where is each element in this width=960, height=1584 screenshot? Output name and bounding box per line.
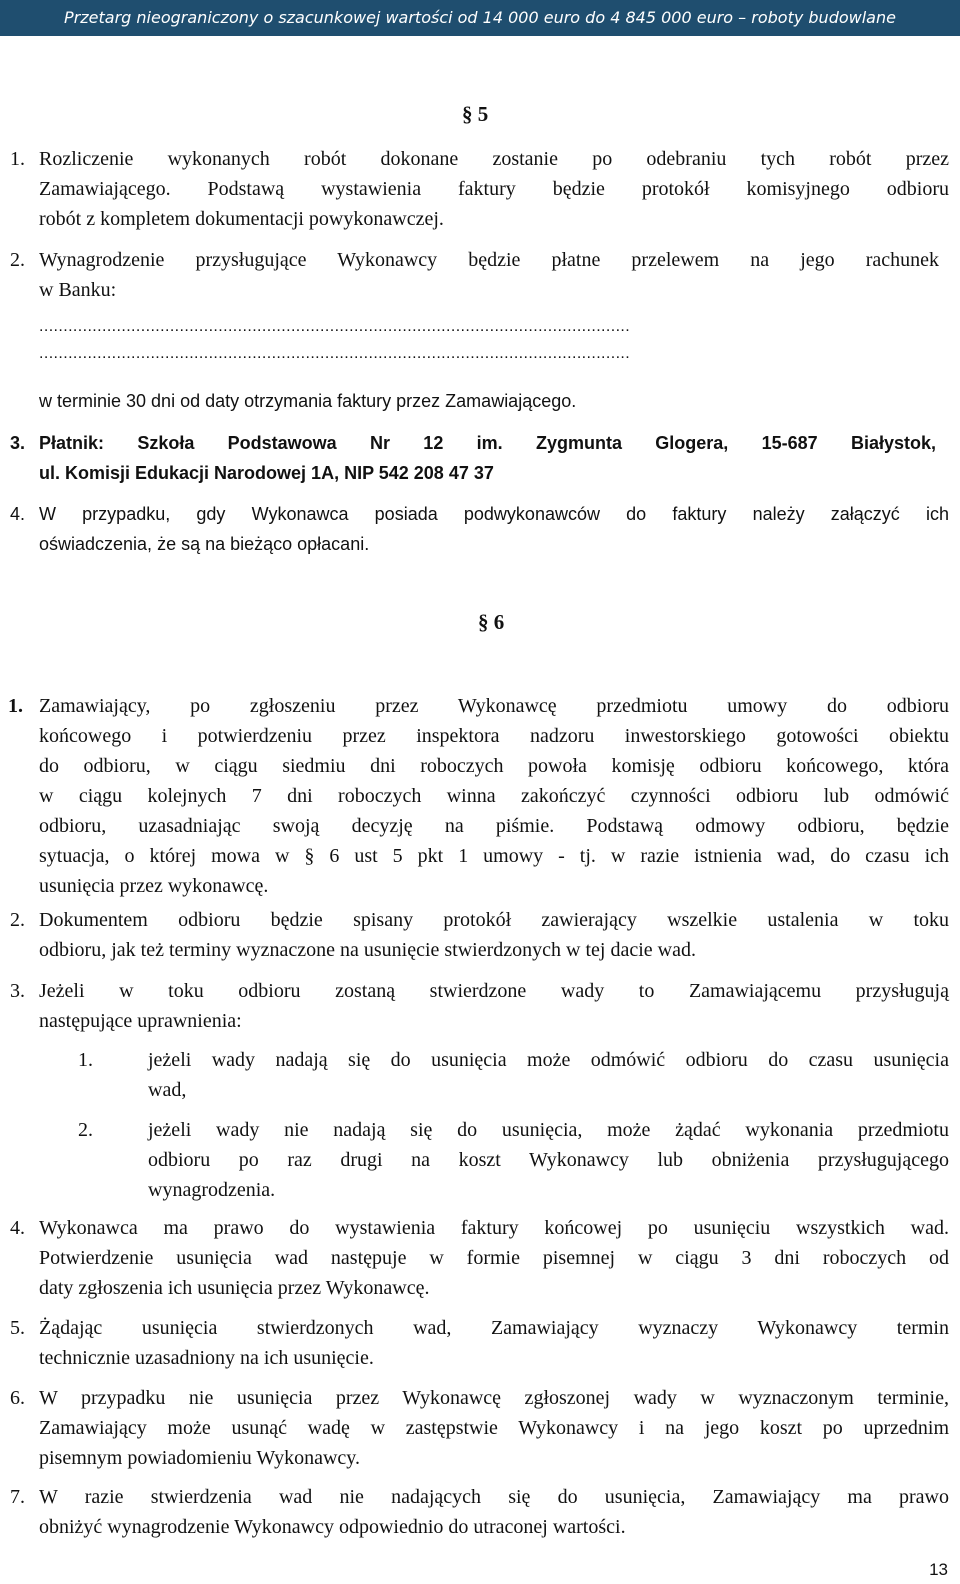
page-number: 13: [929, 1560, 948, 1579]
s6-item5-text: Żądając usunięcia stwierdzonych wad, Zamawiający wyznaczy Wykonawcy termin technicznie uzasadniony na ich usunięcie.: [39, 1317, 949, 1369]
payment-term: w terminie 30 dni od daty otrzymania faktury przez Zamawiającego.: [39, 391, 577, 411]
s6-item1-number: 1.: [8, 695, 23, 717]
s6-item3-text: Jeżeli w toku odbioru zostaną stwierdzone wady to Zamawiającemu przysługują następujące uprawnienia:: [39, 980, 949, 1032]
s6-item3-sub1-text: jeżeli wady nadają się do usunięcia może odmówić odbioru do czasu usunięcia wad,: [148, 1049, 949, 1101]
s6-item1-text: Zamawiający, po zgłoszeniu przez Wykonawcę przedmiotu umowy do odbioru końcowego i potwierdzeniu przez inspektora nadzoru inwestorskiego gotowości obiektu do odbioru, w ciągu siedmiu dni roboczych powoła komisję odbioru końcowego, która w ciągu kolejnych 7 dni roboczych winna zakończyć czynności odbioru lub odmówić odbioru, uzasadniając swoją decyzję na piśmie. Podstawą odmowy odbioru, będzie sytuacja, o której mowa w § 6 ust 5 pkt 1 umowy - tj. w razie istnienia wad, do czasu ich usunięcia przez wykonawcę.: [39, 695, 949, 897]
bank-account-dots-2: ..........................................................................................................................: [39, 345, 631, 362]
s5-p3-number: 3.: [10, 433, 26, 453]
document-header: Przetarg nieograniczony o szacunkowej wartości od 14 000 euro do 4 845 000 euro – roboty budowlane: [0, 0, 960, 36]
s6-item2-number: 2.: [10, 909, 25, 931]
s6-item4-text: Wykonawca ma prawo do wystawienia faktury końcowej po usunięciu wszystkich wad. Potwierdzenie usunięcia wad następuje w formie pisemnej w ciągu 3 dni roboczych od daty zgłoszenia ich usunięcia przez Wykonawcę.: [39, 1217, 949, 1299]
s5-p2-text: Wynagrodzenie przysługujące Wykonawcy będzie płatne przelewem na jego rachunek w Banku:: [39, 249, 939, 301]
s6-item3-number: 3.: [10, 980, 25, 1002]
s5-p1-text: Rozliczenie wykonanych robót dokonane zostanie po odebraniu tych robót przez Zamawiającego. Podstawą wystawienia faktury będzie protokół komisyjnego odbioru robót z kompletem dokumentacji powykonawczej.: [39, 148, 949, 230]
s5-p3-payer: Płatnik: Szkoła Podstawowa Nr 12 im. Zygmunta Glogera, 15-687 Białystok, ul. Komisji Edukacji Narodowej 1A, NIP 542 208 47 37: [39, 433, 936, 483]
section-6-heading: § 6: [478, 610, 505, 634]
s6-item3-sub2-number: 2.: [78, 1119, 93, 1141]
s6-item3-sub2-text: jeżeli wady nie nadają się do usunięcia, może żądać wykonania przedmiotu odbioru po raz drugi na koszt Wykonawcy lub obniżenia przysługującego wynagrodzenia.: [148, 1119, 949, 1201]
s6-item7-number: 7.: [10, 1486, 25, 1508]
s6-item2-text: Dokumentem odbioru będzie spisany protokół zawierający wszelkie ustalenia w toku odbioru, jak też terminy wyznaczone na usunięcie stwierdzonych w tej dacie wad.: [39, 909, 949, 961]
s6-item5-number: 5.: [10, 1317, 25, 1339]
bank-account-dots-1: ..........................................................................................................................: [39, 318, 631, 335]
s6-item7-text: W razie stwierdzenia wad nie nadających się do usunięcia, Zamawiający ma prawo obniżyć wynagrodzenie Wykonawcy odpowiednio do utraconej wartości.: [39, 1486, 949, 1538]
section-5-heading: § 5: [462, 102, 489, 126]
s6-item3-sub1-number: 1.: [78, 1049, 93, 1071]
s5-p4-number: 4.: [10, 504, 26, 524]
s5-p4-text: W przypadku, gdy Wykonawca posiada podwykonawców do faktury należy załączyć ich oświadczenia, że są na bieżąco opłacani.: [39, 504, 949, 554]
s6-item4-number: 4.: [10, 1217, 25, 1239]
s5-p1-number: 1.: [10, 148, 25, 170]
s6-item6-number: 6.: [10, 1387, 25, 1409]
s5-p2-number: 2.: [10, 249, 25, 271]
s6-item6-text: W przypadku nie usunięcia przez Wykonawcę zgłoszonej wady w wyznaczonym terminie, Zamawiający może usunąć wadę w zastępstwie Wykonawcy i na jego koszt po uprzednim pisemnym powiadomieniu Wykonawcy.: [39, 1387, 949, 1469]
